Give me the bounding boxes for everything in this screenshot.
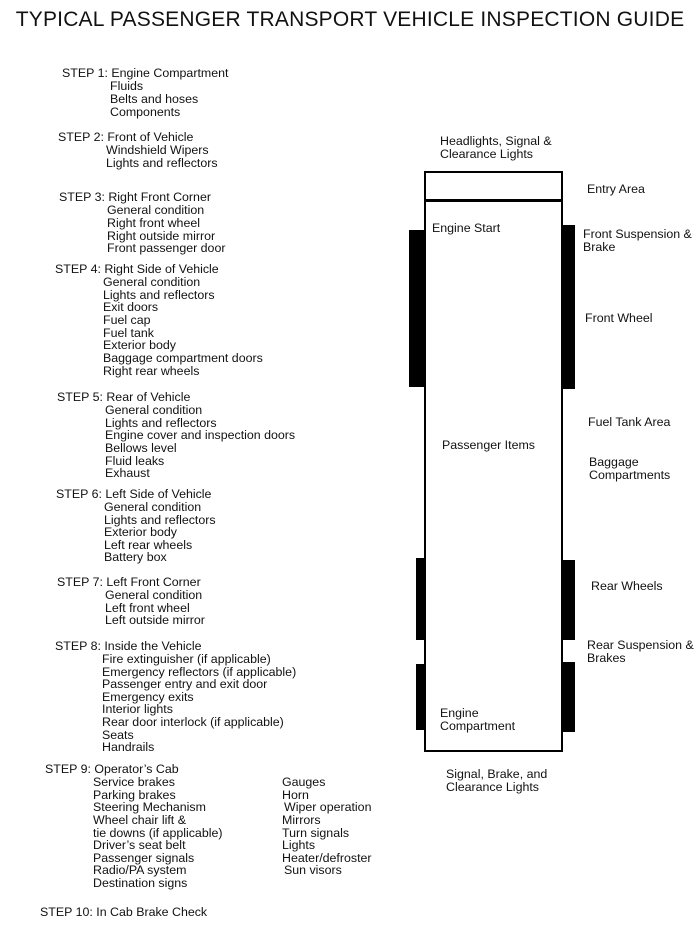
step-1-item: Belts and hoses [110,92,199,106]
rear-suspension-label: Brakes [587,651,626,665]
step-9-right-item: Lights [282,838,316,852]
right-front-wheel-mark [562,225,575,389]
step-5-item: Exhaust [105,466,150,480]
step-5-item: General condition [105,403,203,417]
step-9-left-item: Parking brakes [93,788,176,802]
step-8-item: Handrails [102,740,155,754]
engine-compartment-label: Compartment [440,719,516,733]
step-6-item: General condition [104,500,202,514]
step-5-item: Bellows level [105,441,177,455]
left-rear-axle-mark [416,664,425,730]
step-4-item: General condition [103,275,201,289]
step-5-item: Fluid leaks [105,454,165,468]
step-8-heading: STEP 8: Inside the Vehicle [55,639,202,653]
baggage-label: Compartments [589,468,671,482]
step-6-item: Battery box [104,550,167,564]
step-8-item: Fire extinguisher (if applicable) [102,652,271,666]
step-8-item: Emergency reflectors (if applicable) [102,665,297,679]
step-9-left-item: Wheel chair lift & [93,813,186,827]
step-7-item: Left front wheel [105,601,190,615]
step-6-item: Left rear wheels [104,538,193,552]
step-8-item: Rear door interlock (if applicable) [102,715,284,729]
step-9-left-item: Passenger signals [93,851,195,865]
step-9-right-item: Horn [282,788,309,802]
step-2-heading: STEP 2: Front of Vehicle [58,130,194,144]
rear-wheels-label: Rear Wheels [591,579,663,593]
step-5-item: Engine cover and inspection doors [105,428,296,442]
vehicle-body-outline [424,200,563,752]
step-4-item: Fuel tank [103,326,154,340]
step-5-item: Lights and reflectors [105,416,217,430]
step-7-heading: STEP 7: Left Front Corner [57,575,201,589]
step-10-heading: STEP 10: In Cab Brake Check [40,905,208,919]
headlights-label: Headlights, Signal & [440,134,552,148]
step-4-item: Right rear wheels [103,364,200,378]
step-9-left-item: Radio/PA system [93,863,187,877]
step-9-right-item: Mirrors [282,813,321,827]
step-9-left-item: Destination signs [93,876,188,890]
step-3-item: Right front wheel [107,216,200,230]
step-3-heading: STEP 3: Right Front Corner [59,190,211,204]
step-3-item: Front passenger door [107,241,226,255]
passenger-items-label: Passenger Items [442,438,535,452]
step-9-left-item: Steering Mechanism [93,800,206,814]
step-9-left-item: Service brakes [93,775,175,789]
step-2-item: Lights and reflectors [106,156,218,170]
step-6-item: Exterior body [104,525,178,539]
step-4-heading: STEP 4: Right Side of Vehicle [55,262,219,276]
step-4-item: Fuel cap [103,313,151,327]
step-9-right-item: Wiper operation [284,800,372,814]
right-rear-axle-mark [562,662,575,732]
step-9-left-item: Driver’s seat belt [93,838,186,852]
step-9-right-item: Gauges [282,775,326,789]
step-6-heading: STEP 6: Left Side of Vehicle [56,487,212,501]
step-8-item: Passenger entry and exit door [102,677,268,691]
step-9-right-item: Turn signals [282,826,350,840]
entry-area-box [424,171,563,201]
step-9-heading: STEP 9: Operator’s Cab [45,762,179,776]
step-8-item: Seats [102,728,134,742]
step-1-heading: STEP 1: Engine Compartment [62,66,229,80]
entry-area-label: Entry Area [587,182,645,196]
step-3-item: General condition [107,203,205,217]
step-9-right-item: Sun visors [284,863,342,877]
rear-lights-label: Clearance Lights [446,780,539,794]
step-4-item: Lights and reflectors [103,288,215,302]
step-7-item: Left outside mirror [105,613,205,627]
headlights-label: Clearance Lights [440,147,533,161]
step-7-item: General condition [105,588,203,602]
step-3-item: Right outside mirror [107,229,216,243]
front-suspension-label: Front Suspension & [583,227,692,241]
front-suspension-label: Brake [583,240,616,254]
rear-lights-label: Signal, Brake, and [446,767,548,781]
step-8-item: Interior lights [102,702,173,716]
fuel-tank-area-label: Fuel Tank Area [588,415,671,429]
baggage-label: Baggage [589,455,639,469]
left-rear-wheel-mark [416,558,425,640]
left-front-wheel-mark [409,230,425,387]
engine-start-label: Engine Start [432,221,501,235]
rear-suspension-label: Rear Suspension & [587,638,694,652]
step-6-item: Lights and reflectors [104,513,216,527]
right-rear-wheel-mark [562,560,575,640]
step-9-left-item: tie downs (if applicable) [93,826,223,840]
engine-compartment-label: Engine [440,706,479,720]
step-1-item: Fluids [110,79,144,93]
step-4-item: Exterior body [103,338,177,352]
step-9-right-item: Heater/defroster [282,851,372,865]
step-5-heading: STEP 5: Rear of Vehicle [57,390,191,404]
step-4-item: Exit doors [103,300,159,314]
front-wheel-label: Front Wheel [585,311,653,325]
step-2-item: Windshield Wipers [106,143,209,157]
step-4-item: Baggage compartment doors [103,351,263,365]
page-title: TYPICAL PASSENGER TRANSPORT VEHICLE INSPECTION GUIDE [15,8,685,31]
step-1-item: Components [110,105,181,119]
step-8-item: Emergency exits [102,690,194,704]
